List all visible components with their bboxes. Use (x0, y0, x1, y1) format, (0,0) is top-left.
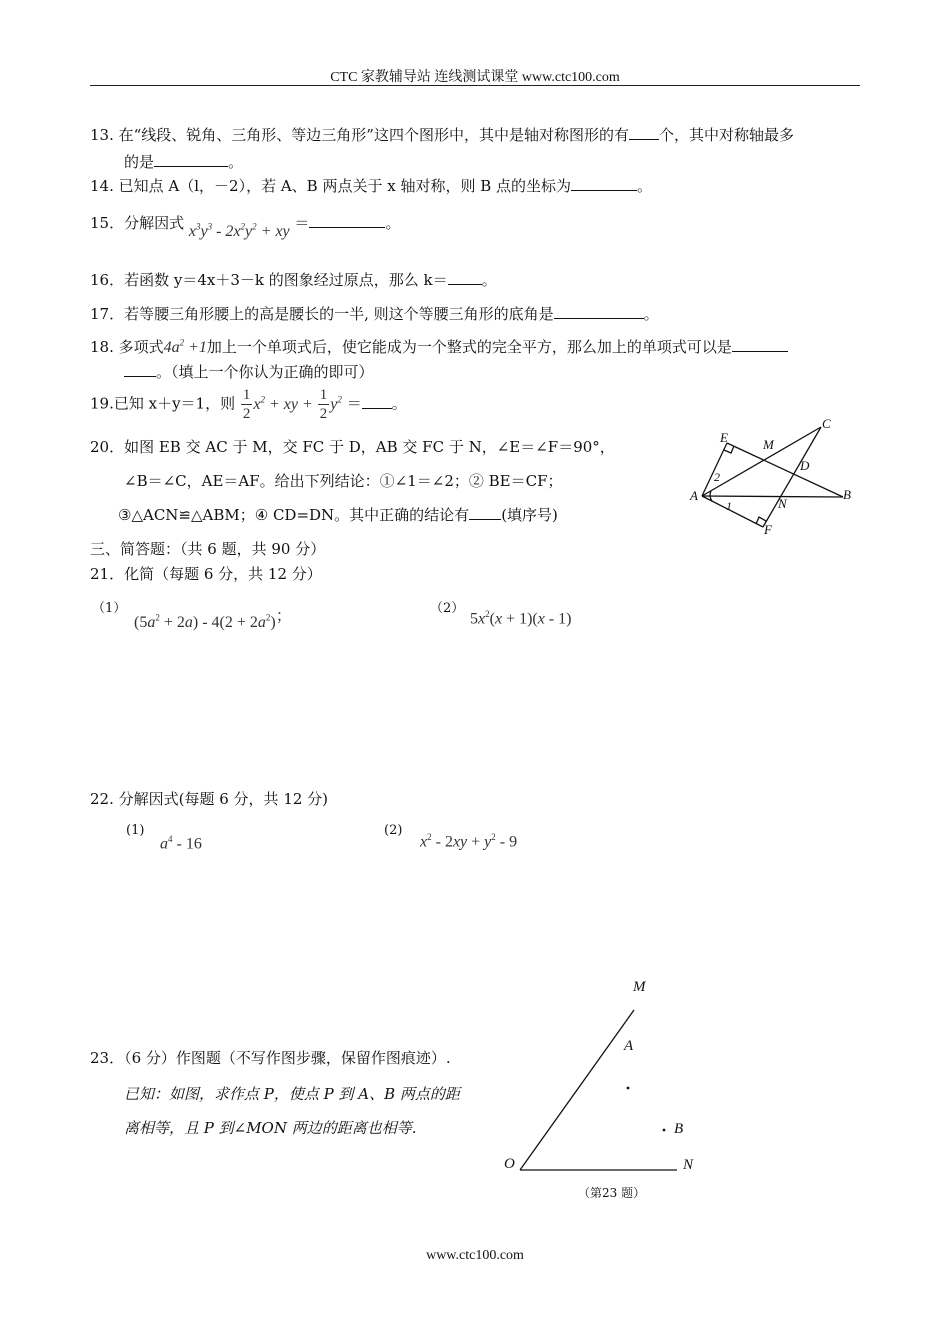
question-16 (90, 269, 497, 290)
q20-text-end: (填序号) (501, 506, 558, 524)
label-C: C (822, 416, 831, 431)
q21-part1-label: （1） (92, 601, 127, 616)
q21-part1-expression: $(5a^2 + 2a) - 4(2 + 2a^2)$； (134, 606, 292, 631)
label-A: A (624, 1038, 634, 1054)
q19-fraction-2: $\frac{1}{2}$ (319, 387, 328, 422)
question-15 (90, 212, 401, 240)
q21-part2-label: （2） (430, 601, 465, 616)
q13-text-b: 个，其中对称轴最多 (658, 126, 794, 144)
q23-figure (495, 970, 725, 1180)
q15-equals: ＝ (294, 214, 310, 232)
q16-end: 。 (481, 271, 497, 289)
label-A: A (690, 488, 698, 503)
q18-polynomial: $4a^2 +1$ (163, 337, 207, 356)
question-13-line2 (124, 151, 243, 172)
q18-label: 18. 多项式 (90, 338, 164, 356)
q20-text: ③△ACN≌△ABM；④ CD=DN。其中正确的结论有 (118, 506, 470, 524)
q20-figure (680, 410, 860, 540)
section-3-title: 三、简答题：（共 6 题，共 90 分） (90, 540, 326, 558)
question-23-line2: 已知：如图，求作点 P，使点 P 到 A、B 两点的距 (124, 1085, 460, 1103)
q19-end: 。 (391, 394, 407, 413)
q19-expression: $x^2$ + xy + (253, 394, 317, 413)
question-20-line1: 20．如图 EB 交 AC 于 M，交 FC 于 D，AB 交 FC 于 N，∠E＝∠F＝90°， (90, 438, 615, 456)
q15-blank (309, 213, 385, 228)
q21-part1-end: ； (275, 606, 292, 625)
q14-text: 14. 已知点 A（l，－2），若 A、B 两点关于 x 轴对称，则 B 点的坐标为 (90, 177, 572, 195)
page-footer: www.ctc100.com (426, 1248, 524, 1263)
q16-text: 16．若函数 y＝4x＋3－k 的图象经过原点，那么 k＝ (90, 271, 448, 289)
q23-caption: （第23 题） (578, 1186, 646, 1200)
label-B: B (674, 1121, 684, 1137)
q18-blank-2 (124, 362, 156, 377)
question-21-title: 21．化简（每题 6 分，共 12 分） (90, 565, 322, 583)
q17-end: 。 (643, 305, 659, 323)
label-D: D (800, 458, 810, 473)
label-angle-2: 2 (714, 470, 720, 484)
question-18-line2 (124, 361, 374, 382)
q13-text-a: 13. 在“线段、锐角、三角形、等边三角形”这四个图形中，其中是轴对称图形的有 (90, 126, 629, 144)
label-F: F (764, 522, 772, 537)
question-23-line1: 23．（6 分）作图题（不写作图步骤，保留作图痕迹）. (90, 1049, 451, 1067)
header-rule (90, 85, 860, 86)
question-14 (90, 175, 652, 196)
q15-label: 15．分解因式 (90, 214, 185, 232)
question-20-line3 (118, 504, 558, 525)
q22-part1-label: (1) (126, 823, 145, 838)
label-M: M (763, 437, 774, 452)
label-E: E (720, 430, 728, 445)
label-N: N (683, 1157, 694, 1173)
q14-blank (571, 176, 637, 191)
q18-text: 加上一个单项式后，使它能成为一个整式的完全平方，那么加上的单项式可以是 (206, 338, 732, 356)
question-23-line3: 离相等，且 P 到∠MON 两边的距离也相等. (124, 1119, 417, 1137)
q15-expression: $x^3y^3 - 2x^2y^2$ + xy (188, 221, 290, 240)
point-B (663, 1129, 666, 1132)
point-A (627, 1087, 630, 1090)
q13-text-d: 。 (228, 153, 244, 171)
label-B: B (843, 487, 851, 502)
label-O: O (504, 1156, 515, 1172)
question-18-line1 (90, 336, 788, 357)
q17-blank (554, 304, 644, 319)
q14-end: 。 (637, 177, 653, 195)
q19-label: 19.已知 x＋y＝1，则 (90, 394, 236, 413)
q22-part2-expression: $x^2 - 2xy + y^2 - 9$ (420, 832, 518, 851)
q18-text-2: 。（填上一个你认为正确的即可） (156, 363, 374, 381)
ray-OM (520, 1010, 634, 1170)
question-13-line1 (90, 124, 794, 145)
q16-blank (448, 270, 482, 285)
label-M: M (633, 979, 646, 995)
q22-part1-expression: $a^4 - 16$ (160, 834, 202, 853)
q21-part2-expression: $5x^2(x + 1)(x - 1)$ (470, 609, 572, 628)
segment-AB (702, 496, 843, 497)
q15-end: 。 (385, 214, 401, 232)
q17-text: 17．若等腰三角形腰上的高是腰长的一半, 则这个等腰三角形的底角是 (90, 305, 554, 323)
question-20-line2: ∠B＝∠C，AE＝AF。给出下列结论：①∠1＝∠2；② BE＝CF； (124, 472, 563, 490)
q13-blank-2 (154, 152, 228, 167)
q19-fraction-1: $\frac{1}{2}$ (242, 387, 251, 422)
q22-part2-label: (2) (384, 823, 403, 838)
q13-text-c: 的是 (124, 153, 155, 171)
question-17 (90, 303, 659, 324)
q20-blank (469, 505, 501, 520)
q13-blank-1 (629, 125, 659, 140)
label-angle-1: 1 (726, 499, 732, 513)
q18-blank-1 (732, 337, 788, 352)
label-N: N (778, 496, 787, 511)
q19-blank (362, 394, 392, 409)
page-header: CTC 家教辅导站 连线测试课堂 www.ctc100.com (330, 70, 620, 85)
question-22-title: 22. 分解因式(每题 6 分，共 12 分) (90, 790, 329, 808)
q19-equals: ＝ (346, 394, 362, 413)
question-19: 19.已知 x＋y＝1，则 $\frac{1}{2}$ $x^2$ + xy + $\frac{1}{2}$ $y^2$ ＝ 。 (90, 387, 407, 422)
